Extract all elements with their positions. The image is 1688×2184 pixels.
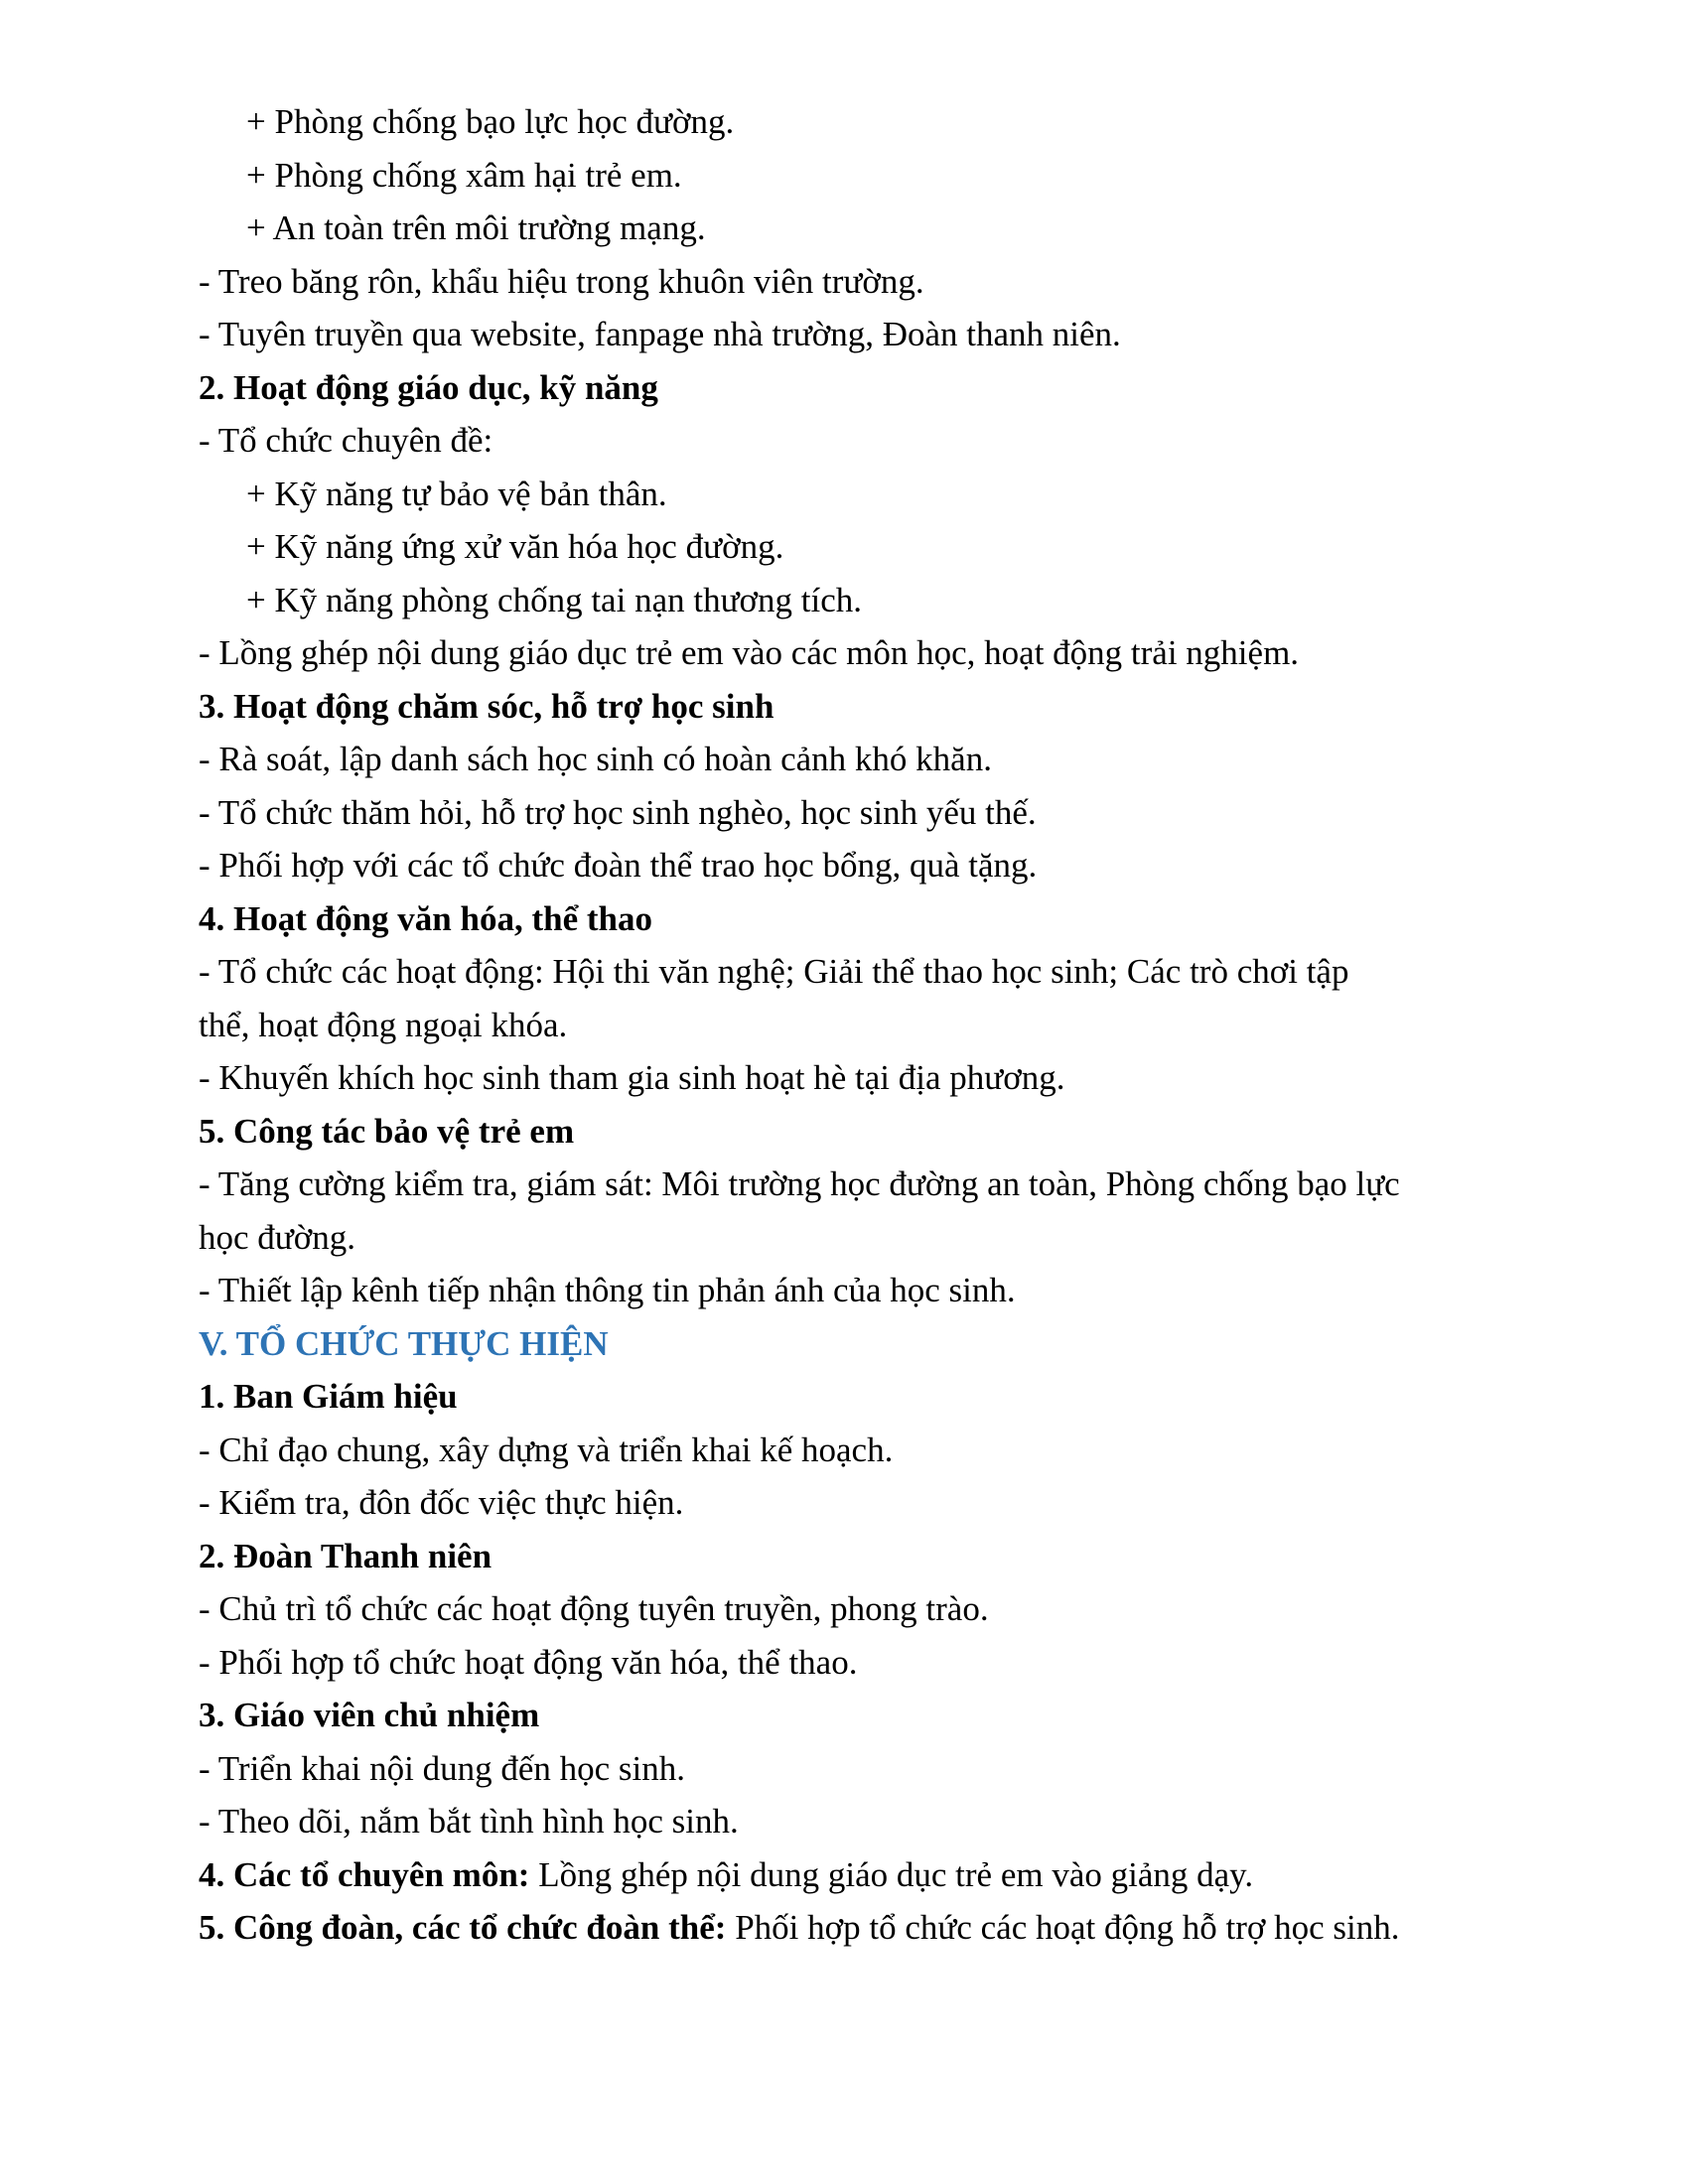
dash-line: - Tổ chức chuyên đề:: [199, 421, 493, 460]
bullet-line: + Phòng chống bạo lực học đường.: [246, 102, 735, 141]
subheading-child-protection: 5. Công tác bảo vệ trẻ em: [199, 1111, 575, 1151]
dash-line: - Khuyến khích học sinh tham gia sinh hoạt hè tại địa phương.: [199, 1058, 1065, 1097]
subject-groups-label: 4. Các tổ chuyên môn:: [199, 1854, 530, 1894]
dash-line: - Tổ chức thăm hỏi, hỗ trợ học sinh nghèo, học sinh yếu thế.: [199, 792, 1037, 832]
dash-line: - Chủ trì tổ chức các hoạt động tuyên truyền, phong trào.: [199, 1589, 989, 1628]
dash-line: - Phối hợp với các tổ chức đoàn thể trao học bổng, quà tặng.: [199, 846, 1038, 885]
document-page: [199, 95, 1569, 1955]
subheading-culture-sports: 4. Hoạt động văn hóa, thể thao: [199, 898, 653, 938]
dash-line: - Lồng ghép nội dung giáo dục trẻ em vào các môn học, hoạt động trải nghiệm.: [199, 633, 1300, 672]
dash-line: - Chỉ đạo chung, xây dựng và triển khai kế hoạch.: [199, 1430, 894, 1469]
dash-line: - Kiểm tra, đôn đốc việc thực hiện.: [199, 1483, 684, 1522]
paragraph-subject-groups: [199, 1848, 1569, 1902]
dash-line: - Theo dõi, nắm bắt tình hình học sinh.: [199, 1802, 739, 1841]
dash-line: - Tuyên truyền qua website, fanpage nhà trường, Đoàn thanh niên.: [199, 315, 1121, 353]
bullet-line: + An toàn trên môi trường mạng.: [246, 208, 706, 247]
dash-line: - Triển khai nội dung đến học sinh.: [199, 1748, 685, 1788]
dash-line: - Rà soát, lập danh sách học sinh có hoàn cảnh khó khăn.: [199, 740, 992, 778]
bullet-line: + Kỹ năng tự bảo vệ bản thân.: [246, 474, 667, 513]
dash-line-continued: thể, hoạt động ngoại khóa.: [199, 1005, 568, 1044]
dash-line: - Treo băng rôn, khẩu hiệu trong khuôn viên trường.: [199, 261, 924, 301]
dash-line: - Thiết lập kênh tiếp nhận thông tin phản ánh của học sinh.: [199, 1271, 1016, 1309]
dash-line: - Tăng cường kiểm tra, giám sát: Môi trường học đường an toàn, Phòng chống bạo lực: [199, 1164, 1400, 1203]
subheading-youth-union: 2. Đoàn Thanh niên: [199, 1536, 492, 1575]
subheading-care-support: 3. Hoạt động chăm sóc, hỗ trợ học sinh: [199, 686, 774, 726]
paragraph-trade-union: [199, 1901, 1569, 1955]
trade-union-text: Phối hợp tổ chức các hoạt động hỗ trợ học sinh.: [726, 1908, 1400, 1947]
section-heading-implementation: V. TỔ CHỨC THỰC HIỆN: [199, 1323, 609, 1363]
subheading-board: 1. Ban Giám hiệu: [199, 1377, 458, 1416]
dash-line: - Tổ chức các hoạt động: Hội thi văn nghệ; Giải thể thao học sinh; Các trò chơi tập: [199, 952, 1349, 991]
dash-line: - Phối hợp tổ chức hoạt động văn hóa, thể thao.: [199, 1642, 858, 1682]
subject-groups-text: Lồng ghép nội dung giáo dục trẻ em vào giảng dạy.: [529, 1854, 1254, 1894]
subheading-education: 2. Hoạt động giáo dục, kỹ năng: [199, 367, 658, 407]
bullet-line: + Kỹ năng phòng chống tai nạn thương tích.: [246, 580, 863, 619]
subheading-homeroom-teachers: 3. Giáo viên chủ nhiệm: [199, 1696, 540, 1734]
bullet-line: + Kỹ năng ứng xử văn hóa học đường.: [246, 527, 784, 566]
bullet-line: + Phòng chống xâm hại trẻ em.: [246, 155, 682, 195]
trade-union-label: 5. Công đoàn, các tổ chức đoàn thể:: [199, 1908, 727, 1947]
dash-line-continued: học đường.: [199, 1217, 356, 1257]
